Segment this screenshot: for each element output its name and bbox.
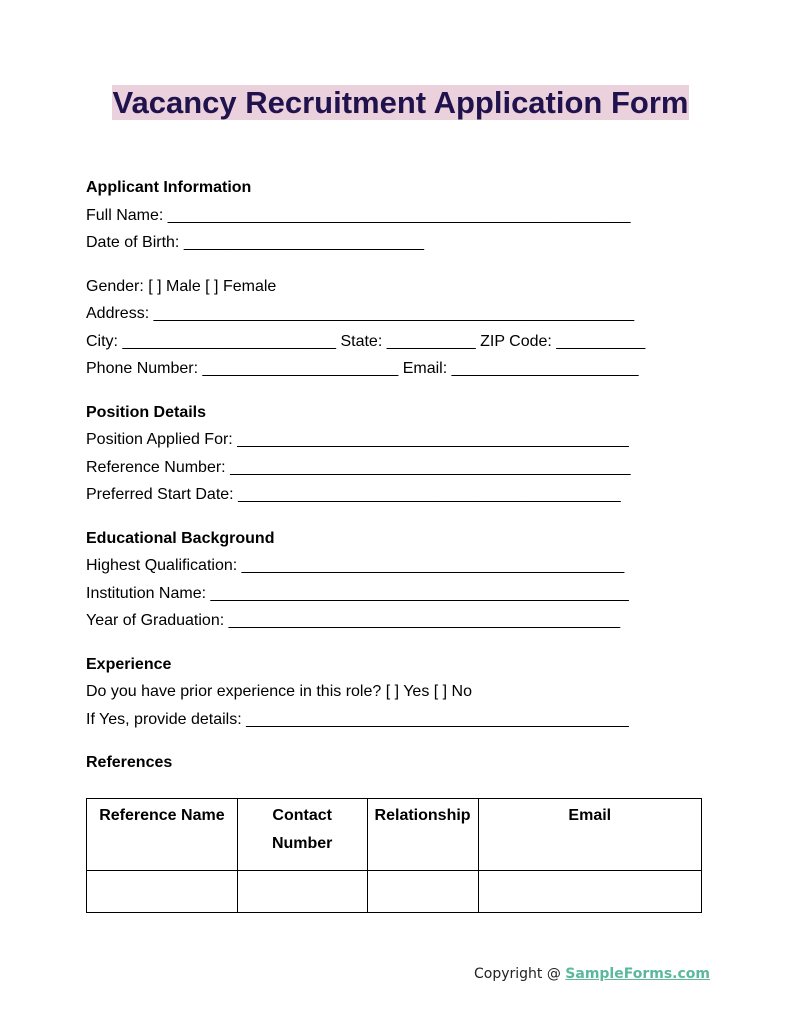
section-heading-experience: Experience [86, 655, 172, 673]
experience-details-field[interactable]: If Yes, provide details: ___________________________________________ [86, 710, 629, 728]
references-table [86, 798, 702, 913]
prior-experience-field[interactable]: Do you have prior experience in this role? [ ] Yes [ ] No [86, 683, 472, 700]
column-header-email: Email [478, 799, 701, 871]
address-field[interactable]: Address: ______________________________________________________ [86, 305, 635, 322]
email-cell[interactable] [478, 871, 701, 913]
title-container [0, 85, 801, 120]
column-header-contact-number: Contact Number [237, 799, 367, 871]
page-title: Vacancy Recruitment Application Form [112, 85, 689, 120]
relationship-cell[interactable] [367, 871, 478, 913]
section-heading-position: Position Details [86, 403, 207, 421]
table-header-row [87, 799, 702, 871]
spacer [86, 257, 716, 273]
spacer [86, 635, 716, 651]
date-of-birth-field[interactable]: Date of Birth: ___________________________ [86, 234, 425, 251]
copyright-footer [474, 966, 710, 982]
gender-field[interactable]: Gender: [ ] Male [ ] Female [86, 277, 277, 295]
section-heading-applicant: Applicant Information [86, 179, 252, 196]
reference-name-cell[interactable] [87, 871, 238, 913]
start-date-field[interactable]: Preferred Start Date: ___________________________________________ [86, 486, 621, 503]
qualification-field[interactable]: Highest Qualification: ___________________________________________ [86, 557, 625, 574]
brand-link[interactable]: SampleForms.com [565, 966, 710, 982]
copyright-text: Copyright @ [473, 966, 566, 982]
institution-field[interactable]: Institution Name: _______________________________________________ [86, 584, 629, 602]
column-header-reference-name: Reference Name [87, 799, 238, 871]
full-name-field[interactable]: Full Name: ____________________________________________________ [86, 206, 631, 224]
column-header-relationship: Relationship [367, 799, 478, 871]
contact-number-cell[interactable] [237, 871, 367, 913]
reference-number-field[interactable]: Reference Number: _____________________________________________ [86, 458, 631, 476]
spacer [86, 733, 716, 749]
position-applied-field[interactable]: Position Applied For: ____________________________________________ [86, 431, 629, 448]
section-heading-references: References [86, 754, 173, 771]
city-state-zip-field[interactable]: City: ________________________ State: __________ ZIP Code: __________ [86, 332, 646, 350]
table-row [87, 871, 702, 913]
form-body [86, 174, 716, 777]
graduation-year-field[interactable]: Year of Graduation: ____________________________________________ [86, 612, 621, 629]
spacer [86, 509, 716, 525]
phone-email-field[interactable]: Phone Number: ______________________ Email: _____________________ [86, 360, 639, 377]
section-heading-education: Educational Background [86, 529, 275, 547]
spacer [86, 383, 716, 399]
